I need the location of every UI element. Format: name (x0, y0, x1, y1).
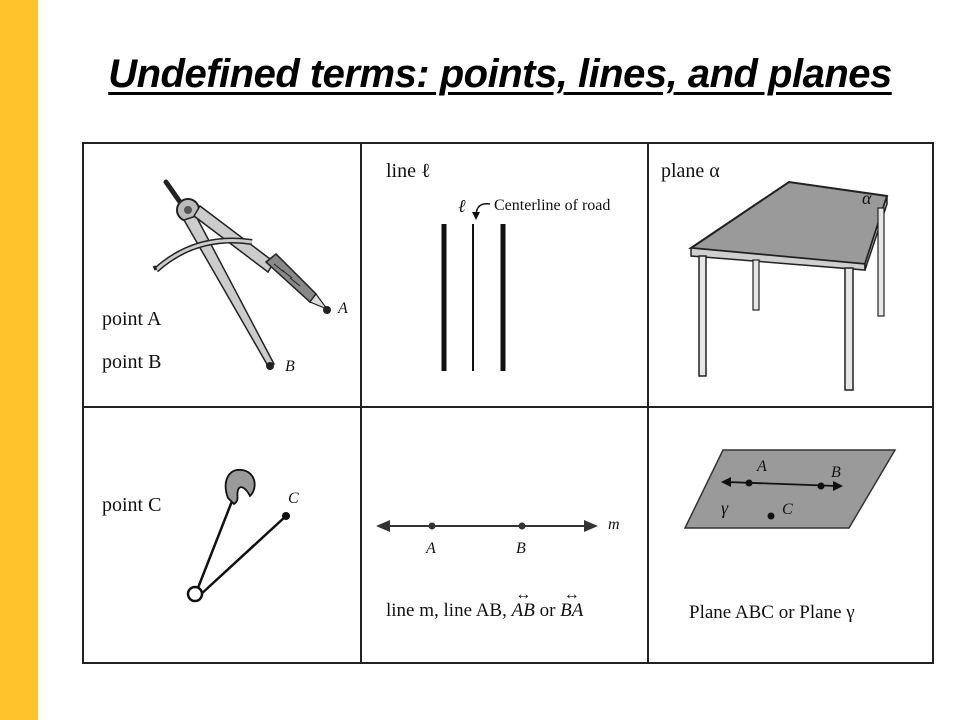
cell-plane-abc (649, 408, 934, 664)
point-c-marker: C (288, 490, 299, 507)
centerline-annotation: Centerline of road (494, 197, 611, 214)
plane-b-marker: B (831, 464, 841, 481)
road-illustration (362, 144, 647, 406)
line-m-caption-prefix: line m, line AB, (386, 600, 507, 621)
plane-c-marker: C (782, 501, 793, 518)
point-a-marker: A (338, 300, 348, 317)
alpha-marker: α (862, 188, 872, 208)
ray-ba-notation: ↔ BA (560, 586, 584, 621)
line-m-caption (386, 586, 584, 622)
plane-point-a (746, 480, 753, 487)
safety-pin-illustration (84, 408, 360, 664)
point-c-dot (282, 512, 290, 520)
point-b-marker: B (285, 358, 295, 375)
illustration-grid (82, 142, 934, 664)
point-b-label: point B (102, 351, 162, 373)
ba-text: BA (560, 600, 584, 621)
line-m-illustration (362, 408, 647, 664)
accent-bar (0, 0, 38, 720)
page-title: Undefined terms: points, lines, and planes (108, 52, 892, 96)
point-c-label: point C (102, 494, 162, 516)
plane-a-marker: A (757, 458, 767, 475)
line-l-label: line ℓ (386, 160, 431, 182)
point-b-dot (266, 362, 274, 370)
point-a-dot (323, 306, 331, 314)
plane-abc-caption: Plane ABC or Plane γ (689, 602, 855, 623)
ell-marker: ℓ (458, 196, 466, 216)
table-illustration (649, 144, 934, 406)
cell-line-l (362, 144, 647, 406)
plane-abc-illustration (649, 408, 934, 664)
plane-point-c (768, 513, 775, 520)
cell-line-m (362, 408, 647, 664)
point-a-label: point A (102, 308, 162, 330)
ray-ab-notation: ↔ AB (511, 586, 535, 621)
line-m-a-marker: A (426, 540, 436, 557)
line-m-point-a (429, 523, 436, 530)
gamma-marker: γ (721, 498, 729, 518)
cell-point-c (84, 408, 360, 664)
cell-plane-alpha (649, 144, 934, 406)
cell-points-ab (84, 144, 360, 406)
plane-alpha-label: plane α (661, 160, 720, 182)
ab-text: AB (511, 600, 535, 621)
or-text: or (539, 600, 556, 621)
line-m-point-b (519, 523, 526, 530)
line-m-marker: m (608, 516, 620, 533)
line-m-b-marker: B (516, 540, 526, 557)
plane-point-b (818, 483, 825, 490)
